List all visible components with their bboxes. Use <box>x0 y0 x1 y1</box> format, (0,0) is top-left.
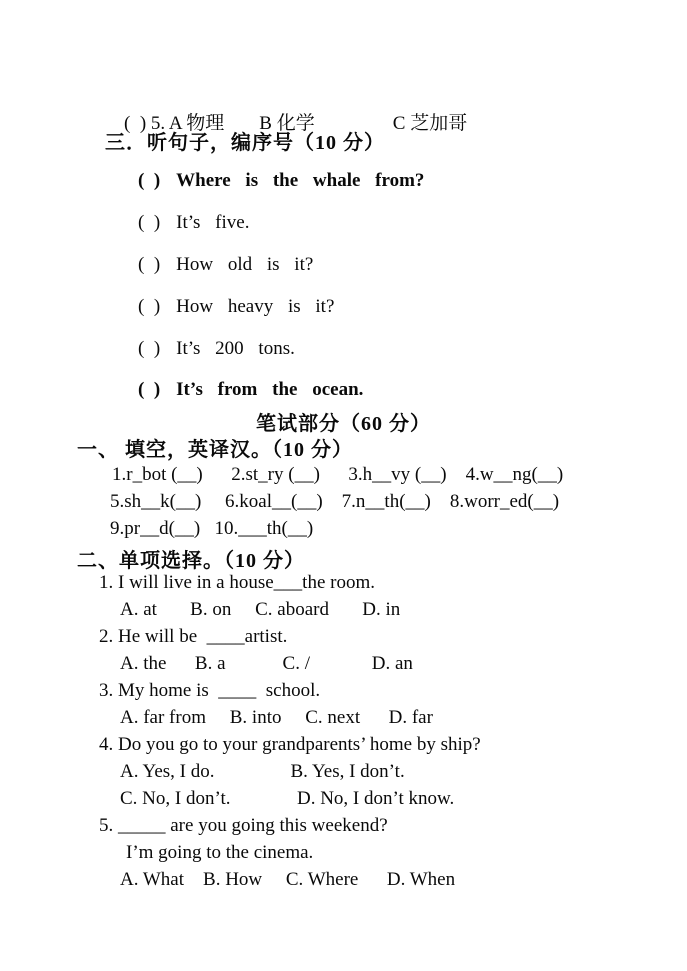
question-stem: 3. My home is ____ school. <box>99 680 321 701</box>
listening-q5-prefix: ( ) 5. A <box>124 113 182 134</box>
listening-q5-option-b-label: B <box>259 113 272 134</box>
listening-item <box>138 296 334 318</box>
answer-parentheses: ( ) <box>138 254 161 275</box>
fill-line: 5.sh__k(__) 6.koal__(__) 7.n__th(__) 8.worr_ed(__) <box>110 491 560 512</box>
answer-parentheses: ( ) <box>138 379 161 400</box>
question-options: A. at B. on C. aboard D. in <box>120 599 401 620</box>
question-stem: 5. _____ are you going this weekend? <box>99 815 388 836</box>
listening-item-text: It’s five. <box>176 212 250 233</box>
fill-line: 9.pr__d(__) 10.___th(__) <box>110 518 314 539</box>
question-options: A. far from B. into C. next D. far <box>120 707 433 728</box>
listening-item-text: It’s from the ocean. <box>176 379 364 400</box>
listening-item-text: How heavy is it? <box>176 296 335 317</box>
listening-q5-option-a: 物理 <box>186 113 225 134</box>
listening-q5-option-c: 芝加哥 <box>410 113 468 134</box>
section3-heading: 三．听句子，编序号（10 分） <box>105 132 385 154</box>
listening-item <box>138 170 424 192</box>
listening-item-text: It’s 200 tons. <box>176 338 295 359</box>
answer-parentheses: ( ) <box>138 296 161 317</box>
listening-item-text: How old is it? <box>176 254 314 275</box>
section2-heading: 二、单项选择。（10 分） <box>77 550 305 572</box>
listening-q5-option-c-label: C <box>392 113 406 134</box>
listening-item <box>138 254 313 276</box>
written-part-heading: 笔试部分（60 分） <box>256 413 431 435</box>
answer-parentheses: ( ) <box>138 212 161 233</box>
question-stem: 4. Do you go to your grandparents’ home by ship? <box>99 734 481 755</box>
question-options: C. No, I don’t. D. No, I don’t know. <box>120 788 455 809</box>
question-options: A. the B. a C. / D. an <box>120 653 413 674</box>
listening-item-text: Where is the whale from? <box>176 170 425 191</box>
fill-line: 1.r_bot (__) 2.st_ry (__) 3.h__vy (__) 4.w__ng(__) <box>112 464 564 485</box>
question-options: A. Yes, I do. B. Yes, I don’t. <box>120 761 405 782</box>
answer-parentheses: ( ) <box>138 170 161 191</box>
question-options: A. What B. How C. Where D. When <box>120 869 456 890</box>
answer-parentheses: ( ) <box>138 338 161 359</box>
listening-item <box>138 338 295 360</box>
listening-item <box>138 212 249 234</box>
listening-item <box>138 379 363 401</box>
question-reply: I’m going to the cinema. <box>126 842 314 863</box>
question-stem: 2. He will be ____artist. <box>99 626 288 647</box>
question-stem: 1. I will live in a house___the room. <box>99 572 375 593</box>
section1-heading: 一、 填空，英译汉。（10 分） <box>77 439 353 461</box>
listening-q5-option-b: 化学 <box>276 113 315 134</box>
